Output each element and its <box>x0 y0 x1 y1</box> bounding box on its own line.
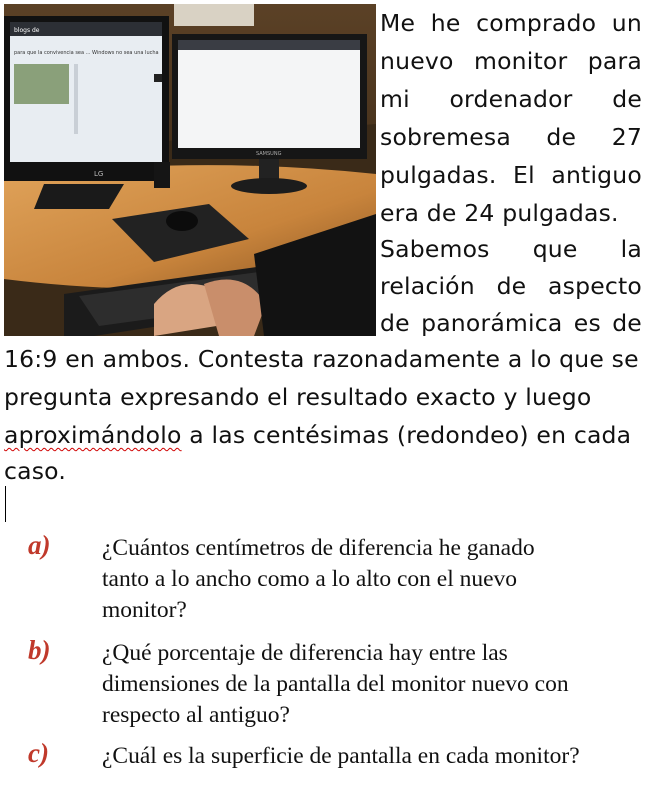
intro-line: aproximándolo a las centésimas (redondeo) en cada <box>4 421 632 449</box>
samsung-logo: SAMSUNG <box>256 151 282 157</box>
screen-snippet: para que la convivencia sea ... Windows no sea una lucha <box>14 50 159 56</box>
question-line: ¿Cuántos centímetros de diferencia he ganado <box>102 535 535 561</box>
intro-line: Me he comprado un <box>380 9 642 37</box>
intro-line: pregunta expresando el resultado exacto y luego <box>4 383 592 411</box>
intro-line: nuevo monitor para <box>380 47 642 75</box>
lg-logo: LG <box>94 170 104 178</box>
question-label-a: a) <box>28 530 51 560</box>
question-line: dimensiones de la pantalla del monitor nuevo con <box>102 671 569 697</box>
question-label-b: b) <box>28 635 51 665</box>
intro-line: sobremesa de 27 <box>380 123 642 151</box>
intro-line: de panorámica es de <box>380 309 642 337</box>
intro-line: era de 24 pulgadas. <box>380 199 619 227</box>
question-line: ¿Qué porcentaje de diferencia hay entre las <box>102 640 508 666</box>
intro-line: mi ordenador de <box>380 85 642 113</box>
intro-line: relación de aspecto <box>380 272 642 300</box>
question-b <box>102 638 642 731</box>
misspelled-word[interactable]: aproximándolo <box>4 421 182 449</box>
question-line: monitor? <box>102 597 187 623</box>
intro-line: Sabemos que la <box>380 235 642 263</box>
intro-line: caso. <box>4 457 66 485</box>
screen-title: blogs de <box>14 27 40 34</box>
question-line: tanto a lo ancho como a lo alto con el nuevo <box>102 566 518 592</box>
question-a <box>102 533 642 626</box>
intro-line: pulgadas. El antiguo <box>380 161 642 189</box>
question-label-c: c) <box>28 738 49 768</box>
question-line: ¿Cuál es la superficie de pantalla en cada monitor? <box>102 743 580 769</box>
question-c <box>102 741 642 772</box>
question-line: respecto al antiguo? <box>102 702 290 728</box>
text-cursor <box>5 486 6 522</box>
intro-line: 16:9 en ambos. Contesta razonadamente a lo que se <box>4 345 639 373</box>
